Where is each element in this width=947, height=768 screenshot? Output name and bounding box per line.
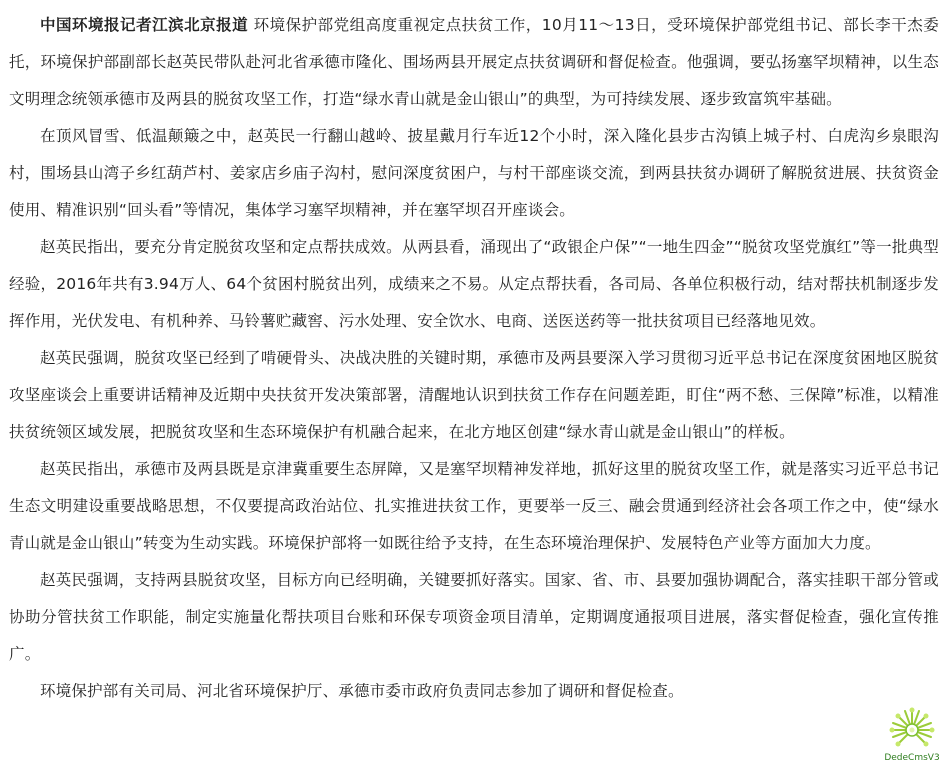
dandelion-logo-icon bbox=[881, 706, 943, 754]
article-paragraph: 在顶风冒雪、低温颠簸之中，赵英民一行翻山越岭、披星戴月行车近12个小时，深入隆化县步古沟镇上城子村、白虎沟乡泉眼沟村，围场县山湾子乡红葫芦村、姜家店乡庙子沟村，慰问深度贫困户，与村干部座谈交流，到两县扶贫办调研了解脱贫进展、扶贫资金使用、精准识别“回头看”等情况，集体学习塞罕坝精神，并在塞罕坝召开座谈会。 bbox=[9, 127, 939, 219]
article-paragraph: 环境保护部有关司局、河北省环境保护厅、承德市委市政府负责同志参加了调研和督促检查。 bbox=[40, 682, 684, 700]
article-paragraph: 赵英民指出，要充分肯定脱贫攻坚和定点帮扶成效。从两县看，涌现出了“政银企户保”“一地生四金”“脱贫攻坚党旗红”等一批典型经验，2016年共有3.94万人、64个贫困村脱贫出列，成绩来之不易。从定点帮扶看，各司局、各单位积极行动，结对帮扶机制逐步发挥作用，光伏发电、有机种养、马铃薯贮藏窖、污水处理、安全饮水、电商、送医送药等一批扶贫项目已经落地见效。 bbox=[9, 238, 939, 330]
watermark-logo bbox=[881, 706, 943, 764]
article-paragraph: 赵英民指出，承德市及两县既是京津冀重要生态屏障，又是塞罕坝精神发祥地，抓好这里的脱贫攻坚工作，就是落实习近平总书记生态文明建设重要战略思想，不仅要提高政治站位、扎实推进扶贫工作，更要举一反三、融会贯通到经济社会各项工作之中，使“绿水青山就是金山银山”转变为生动实践。环境保护部将一如既往给予支持，在生态环境治理保护、发展特色产业等方面加大力度。 bbox=[9, 460, 939, 552]
article-body bbox=[9, 7, 939, 710]
article-byline: 中国环境报记者江滨北京报道 bbox=[40, 16, 249, 34]
article-paragraph-lead bbox=[9, 7, 939, 118]
watermark-label: DedeCmsV3 bbox=[884, 753, 940, 763]
article-lead-text: 环境保护部党组高度重视定点扶贫工作，10月11～13日，受环境保护部党组书记、部长李干杰委托，环境保护部副部长赵英民带队赴河北省承德市隆化、围场两县开展定点扶贫调研和督促检查。他强调，要弘扬塞罕坝精神，以生态文明理念统领承德市及两县的脱贫攻坚工作，打造“绿水青山就是金山银山”的典型，为可持续发展、逐步致富筑牢基础。 bbox=[9, 16, 939, 108]
article-paragraph: 赵英民强调，支持两县脱贫攻坚，目标方向已经明确，关键要抓好落实。国家、省、市、县要加强协调配合，落实挂职干部分管或协助分管扶贫工作职能，制定实施量化帮扶项目台账和环保专项资金项目清单，定期调度通报项目进展，落实督促检查，强化宣传推广。 bbox=[9, 571, 939, 663]
article-paragraph: 赵英民强调，脱贫攻坚已经到了啃硬骨头、决战决胜的关键时期，承德市及两县要深入学习贯彻习近平总书记在深度贫困地区脱贫攻坚座谈会上重要讲话精神及近期中央扶贫开发决策部署，清醒地认识到扶贫工作存在问题差距，盯住“两不愁、三保障”标准，以精准扶贫统领区域发展，把脱贫攻坚和生态环境保护有机融合起来，在北方地区创建“绿水青山就是金山银山”的样板。 bbox=[9, 349, 939, 441]
